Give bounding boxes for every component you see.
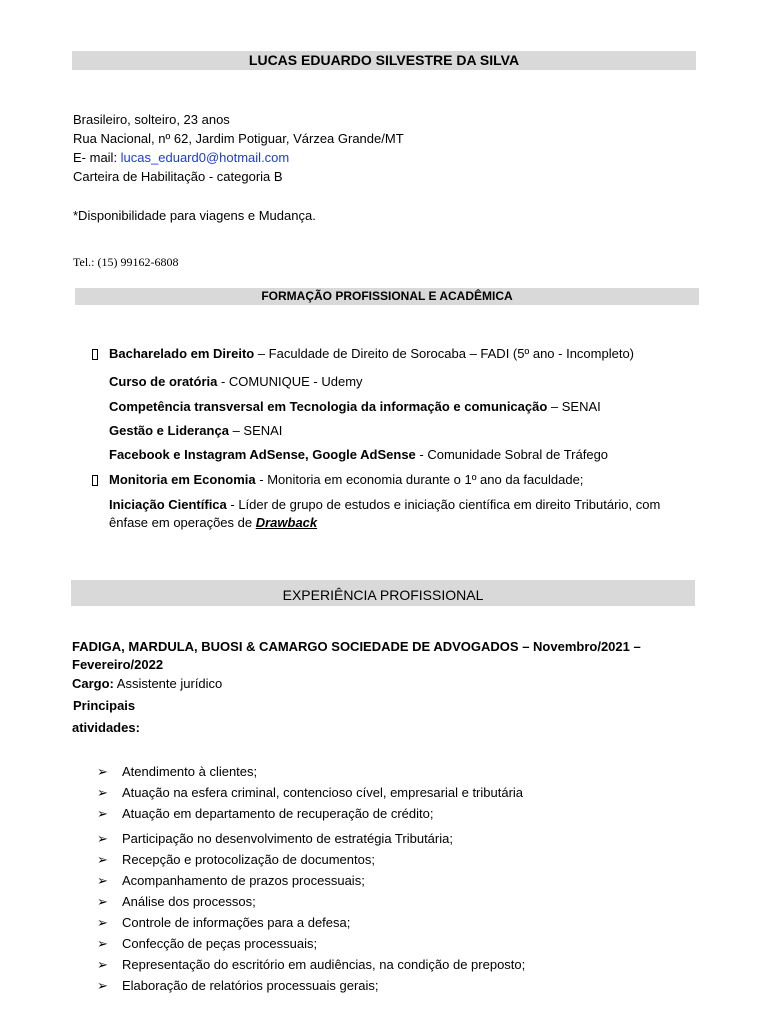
activity-item: Análise dos processos; bbox=[122, 894, 256, 909]
bullet-box-icon bbox=[92, 475, 98, 486]
arrow-bullet-icon: ➢ bbox=[97, 894, 108, 909]
activity-item: Participação no desenvolvimento de estratégia Tributária; bbox=[122, 831, 453, 846]
arrow-bullet-icon: ➢ bbox=[97, 915, 108, 930]
formacao-item-title: Iniciação Científica bbox=[109, 497, 227, 512]
cargo-line bbox=[72, 676, 222, 691]
activity-item: Atuação na esfera criminal, contencioso cível, empresarial e tributária bbox=[122, 785, 524, 800]
activity-item: Acompanhamento de prazos processuais; bbox=[122, 873, 365, 888]
email-link[interactable]: lucas_eduard0@hotmail.com bbox=[120, 150, 290, 165]
activity-item: Atuação em departamento de recuperação de crédito; bbox=[122, 806, 434, 821]
formacao-item-title: Facebook e Instagram AdSense, Google AdSense bbox=[109, 447, 416, 462]
formacao-item-title: Curso de oratória bbox=[109, 374, 218, 389]
formacao-heading: FORMAÇÃO PROFISSIONAL E ACADÊMICA bbox=[75, 288, 699, 305]
email-line bbox=[73, 150, 289, 165]
phone-line: Tel.: (15) 99162-6808 bbox=[73, 255, 179, 269]
personal-line-1: Brasileiro, solteiro, 23 anos bbox=[73, 112, 230, 127]
formacao-item-detail: - COMUNIQUE - Udemy bbox=[217, 374, 363, 389]
activity-item: Atendimento à clientes; bbox=[122, 764, 258, 779]
arrow-bullet-icon: ➢ bbox=[97, 831, 108, 846]
cargo-label: Cargo: bbox=[72, 676, 114, 691]
continuation-text: ênfase em operações de bbox=[109, 515, 256, 530]
company-line-1: FADIGA, MARDULA, BUOSI & CAMARGO SOCIEDADE DE ADVOGADOS – Novembro/2021 – bbox=[72, 639, 641, 654]
formacao-item bbox=[109, 346, 634, 361]
experiencia-heading: EXPERIÊNCIA PROFISSIONAL bbox=[71, 580, 695, 606]
formacao-item-detail: – SENAI bbox=[547, 399, 601, 414]
formacao-item bbox=[109, 399, 601, 414]
bullet-box-icon bbox=[92, 349, 98, 360]
formacao-item bbox=[109, 447, 608, 462]
email-label: E- mail: bbox=[73, 150, 121, 165]
arrow-bullet-icon: ➢ bbox=[97, 806, 108, 821]
arrow-bullet-icon: ➢ bbox=[97, 764, 108, 779]
arrow-bullet-icon: ➢ bbox=[97, 873, 108, 888]
activity-item: Controle de informações para a defesa; bbox=[122, 915, 351, 930]
formacao-item-continuation bbox=[109, 515, 317, 530]
activity-item: Representação do escritório em audiências, na condição de preposto; bbox=[122, 957, 526, 972]
formacao-item-title: Bacharelado em Direito bbox=[109, 346, 255, 361]
name-heading: LUCAS EDUARDO SILVESTRE DA SILVA bbox=[72, 51, 696, 70]
license-line: Carteira de Habilitação - categoria B bbox=[73, 169, 283, 184]
atividades-label: atividades: bbox=[72, 720, 140, 735]
activity-item: Elaboração de relatórios processuais gerais; bbox=[122, 978, 379, 993]
drawback-emphasis: Drawback bbox=[255, 515, 318, 530]
cargo-value: Assistente jurídico bbox=[113, 676, 223, 691]
address-line: Rua Nacional, nº 62, Jardim Potiguar, Várzea Grande/MT bbox=[73, 131, 404, 146]
arrow-bullet-icon: ➢ bbox=[97, 978, 108, 993]
principais-label: Principais bbox=[73, 698, 136, 713]
formacao-item-detail: - Líder de grupo de estudos e iniciação científica em direito Tributário, com bbox=[226, 497, 661, 512]
formacao-item bbox=[109, 423, 282, 438]
company-line-2: Fevereiro/2022 bbox=[72, 657, 164, 672]
formacao-item-detail: – SENAI bbox=[228, 423, 283, 438]
formacao-item-detail: - Comunidade Sobral de Tráfego bbox=[415, 447, 609, 462]
formacao-item-title: Monitoria em Economia bbox=[109, 472, 256, 487]
arrow-bullet-icon: ➢ bbox=[97, 785, 108, 800]
activity-item: Recepção e protocolização de documentos; bbox=[122, 852, 375, 867]
formacao-item-detail: – Faculdade de Direito de Sorocaba – FADI (5º ano - Incompleto) bbox=[254, 346, 635, 361]
activity-item: Confecção de peças processuais; bbox=[122, 936, 318, 951]
availability-line: *Disponibilidade para viagens e Mudança. bbox=[73, 208, 316, 223]
formacao-item-detail: - Monitoria em economia durante o 1º ano da faculdade; bbox=[255, 472, 584, 487]
formacao-item-title: Gestão e Liderança bbox=[109, 423, 229, 438]
formacao-item-title: Competência transversal em Tecnologia da informação e comunicação bbox=[109, 399, 548, 414]
arrow-bullet-icon: ➢ bbox=[97, 957, 108, 972]
arrow-bullet-icon: ➢ bbox=[97, 936, 108, 951]
formacao-item bbox=[109, 497, 660, 512]
formacao-item bbox=[109, 472, 583, 487]
arrow-bullet-icon: ➢ bbox=[97, 852, 108, 867]
formacao-item bbox=[109, 374, 363, 389]
